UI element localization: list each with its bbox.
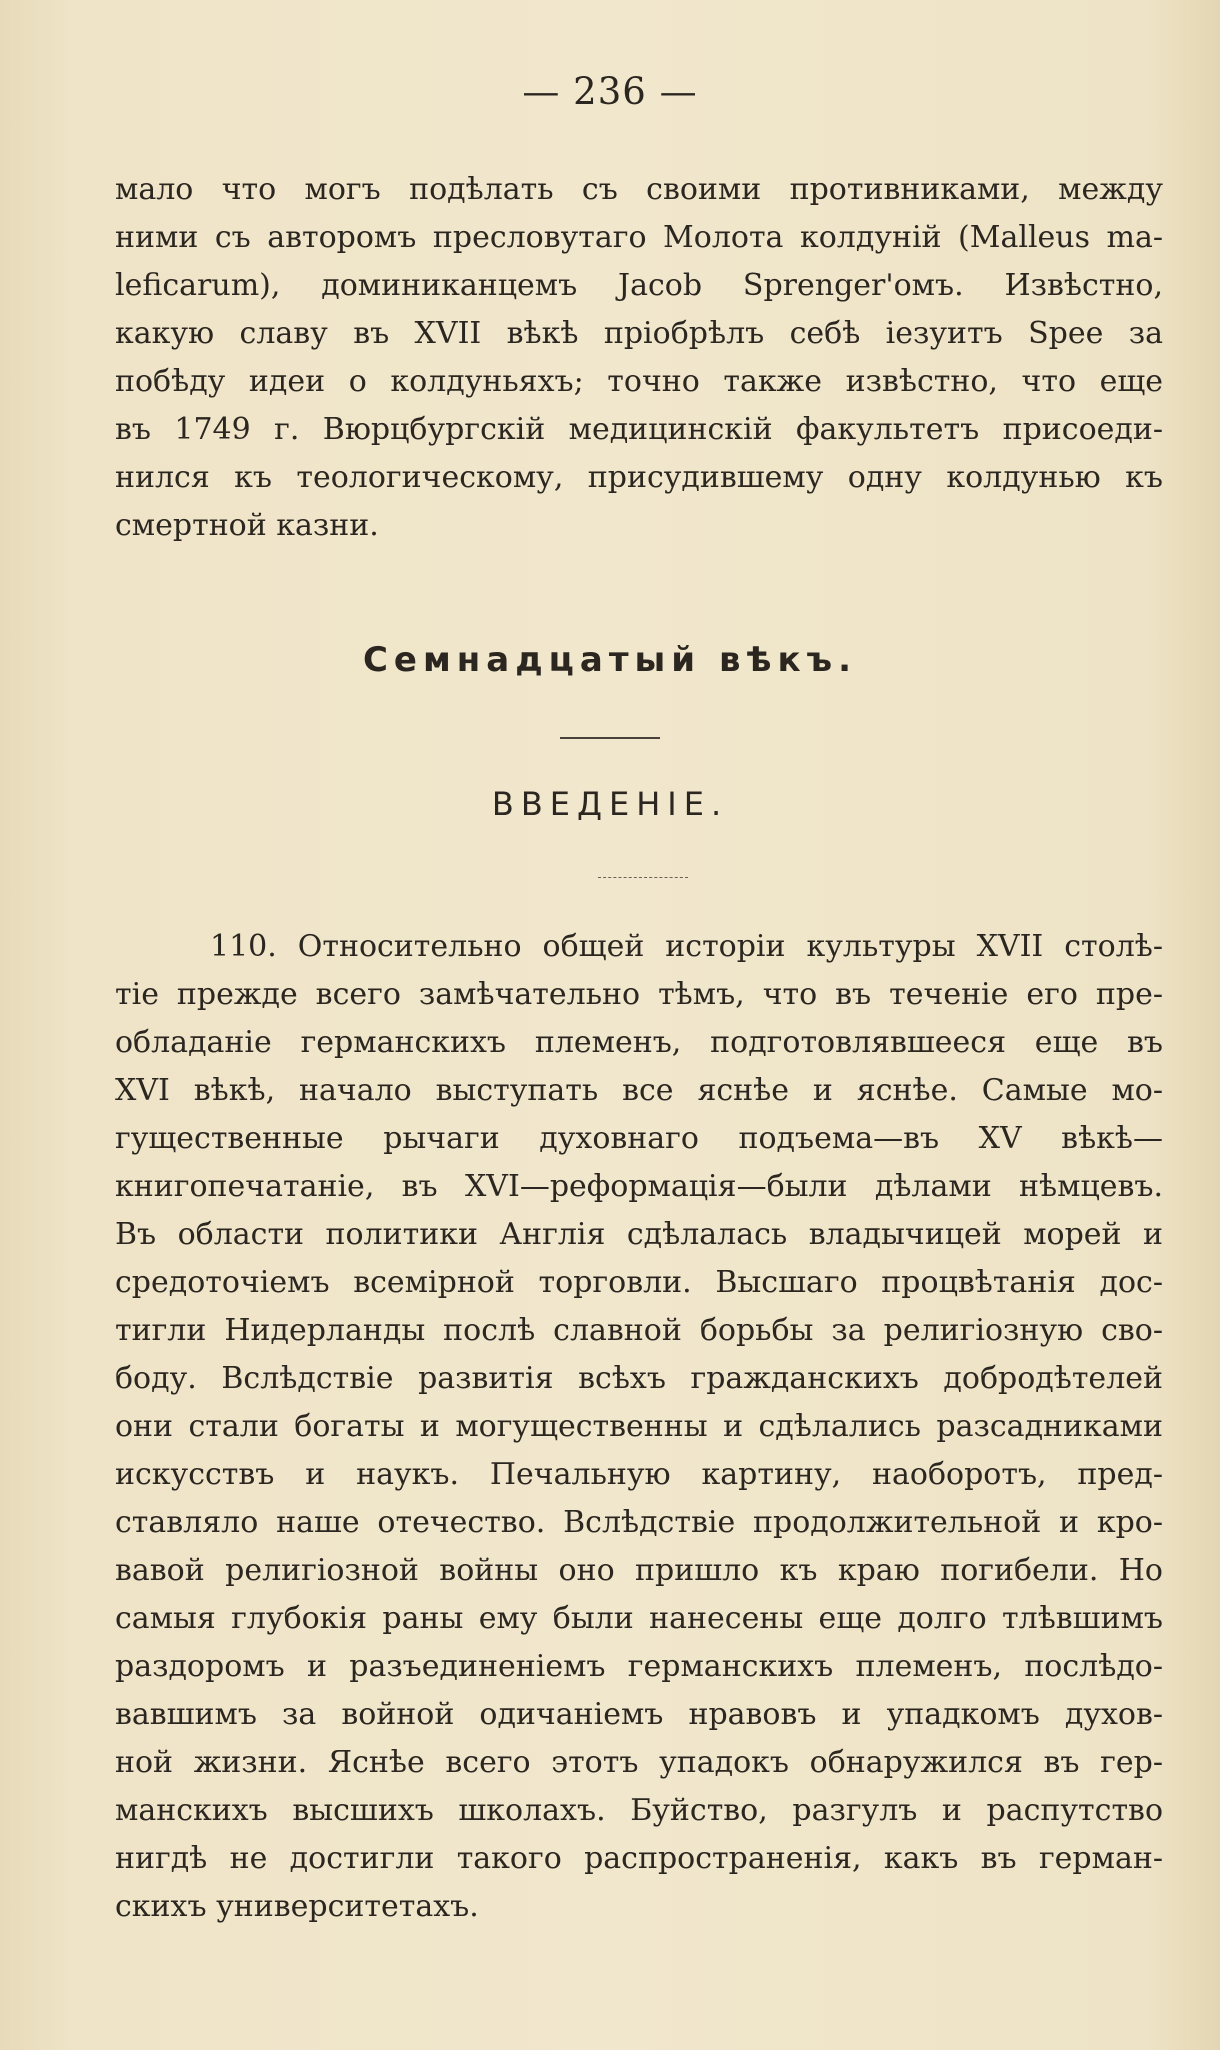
divider-rule <box>598 877 688 878</box>
text-line: ставляло наше отечество. Вслѣдствіе продолжительной и кро- <box>115 1505 1163 1540</box>
text-line: Въ области политики Англія сдѣлалась владычицей морей и <box>115 1217 1163 1252</box>
text-line: обладаніе германскихъ племенъ, подготовлявшееся еще въ <box>115 1025 1163 1060</box>
text-line: боду. Вслѣдствіе развитія всѣхъ гражданскихъ добродѣтелей <box>115 1361 1163 1396</box>
text-line: нигдѣ не достигли такого распространенія, какъ въ герман- <box>115 1841 1163 1876</box>
text-line: 110. Относительно общей исторіи культуры XVII столѣ- <box>210 929 1163 964</box>
paragraph-continuation <box>115 166 1163 550</box>
text-line: вавой религіозной войны оно пришло къ краю погибели. Но <box>115 1553 1163 1588</box>
text-line: мало что могъ подѣлать съ своими противниками, между <box>115 172 1163 207</box>
text-line: искусствъ и наукъ. Печальную картину, наоборотъ, пред- <box>115 1457 1163 1492</box>
text-line: скихъ университетахъ. <box>115 1889 479 1924</box>
section-subtitle: ВВЕДЕНІЕ. <box>491 785 729 823</box>
text-line: они стали богаты и могущественны и сдѣлались разсадниками <box>115 1409 1163 1444</box>
text-line: манскихъ высшихъ школахъ. Буйство, разгулъ и распутство <box>115 1793 1163 1828</box>
text-line: leficarum), доминиканцемъ Jacob Sprenger'омъ. Извѣстно, <box>115 268 1163 303</box>
text-line: книгопечатаніе, въ XVI—реформація—были дѣлами нѣмцевъ. <box>115 1169 1163 1204</box>
text-line: раздоромъ и разъединеніемъ германскихъ племенъ, послѣдо- <box>115 1649 1163 1684</box>
text-line: смертной казни. <box>115 508 379 543</box>
text-line: самыя глубокія раны ему были нанесены еще долго тлѣвшимъ <box>115 1601 1163 1636</box>
text-line: ними съ авторомъ пресловутаго Молота колдуній (Malleus ma- <box>115 220 1163 255</box>
divider-rule <box>560 737 660 739</box>
text-line: тіе прежде всего замѣчательно тѣмъ, что въ теченіе его пре- <box>115 977 1163 1012</box>
text-line: вавшимъ за войной одичаніемъ нравовъ и упадкомъ духов- <box>115 1697 1163 1732</box>
text-line: побѣду идеи о колдуньяхъ; точно также извѣстно, что еще <box>115 364 1163 399</box>
text-line: XVI вѣкѣ, начало выступать все яснѣе и яснѣе. Самые мо- <box>115 1073 1163 1108</box>
text-line: какую славу въ XVII вѣкѣ пріобрѣлъ себѣ іезуитъ Spee за <box>115 316 1163 351</box>
text-line: въ 1749 г. Вюрцбургскій медицинскій факультетъ присоеди- <box>115 412 1163 447</box>
text-line: гущественные рычаги духовнаго подъема—въ XV вѣкѣ— <box>115 1121 1163 1156</box>
section-title: Семнадцатый вѣкъ. <box>362 640 858 680</box>
text-line: тигли Нидерланды послѣ славной борьбы за религіозную сво- <box>115 1313 1163 1348</box>
text-line: ной жизни. Яснѣе всего этотъ упадокъ обнаружился въ гер- <box>115 1745 1163 1780</box>
page-number: — 236 — <box>522 70 698 113</box>
text-line: нился къ теологическому, присудившему одну колдунью къ <box>115 460 1163 495</box>
text-line: средоточіемъ всемірной торговли. Высшаго процвѣтанія дос- <box>115 1265 1163 1300</box>
paragraph-110 <box>115 923 1163 1931</box>
